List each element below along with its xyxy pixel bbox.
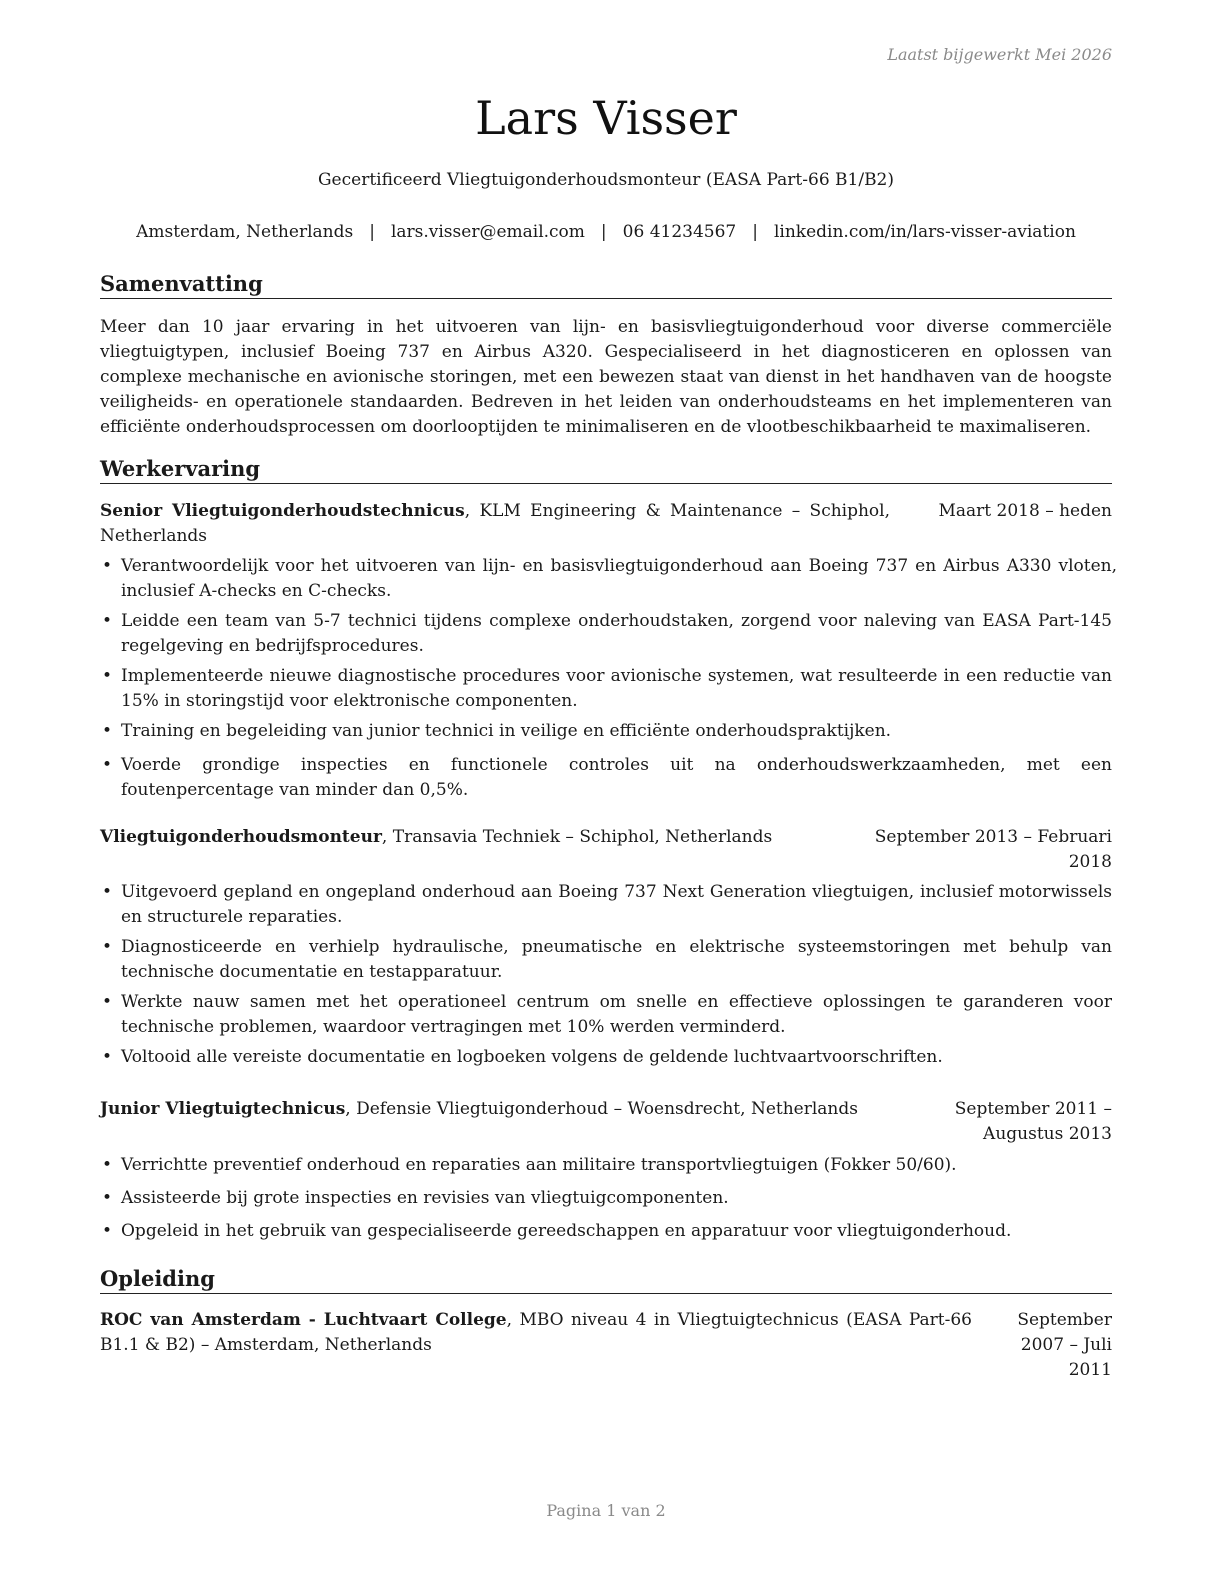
education-school: ROC van Amsterdam - Luchtvaart College: [100, 1310, 507, 1330]
contact-separator: |: [600, 222, 607, 242]
contact-email[interactable]: lars.visser@email.com: [390, 222, 585, 242]
contact-separator: |: [369, 222, 375, 242]
education-entry: [100, 1308, 1112, 1383]
education-dates: September 2007 – Juli 2011: [1017, 1310, 1112, 1380]
job-role: Junior Vliegtuigtechnicus: [100, 1099, 346, 1119]
list-item: • Training en begeleiding van junior technici in veilige en efficiënte onderhoudspraktijken.: [100, 719, 1117, 744]
education-title-line: [100, 1308, 972, 1358]
job-title-line: [100, 499, 890, 549]
job-header: [100, 1097, 1112, 1147]
job-bullet-list: [100, 554, 1117, 808]
list-item: • Leidde een team van 5-7 technici tijdens complexe onderhoudstaken, zorgend voor naleving van EASA Part-145 regelgeving en bedrijfsprocedures.: [100, 609, 1112, 659]
page-number: Pagina 1 van 2: [546, 1501, 666, 1520]
contact-separator: |: [752, 222, 758, 242]
list-item: • Werkte nauw samen met het operationeel centrum om snelle en effectieve oplossingen te garanderen voor technische problemen, waardoor vertragingen met 10% werden verminderd.: [100, 990, 1112, 1040]
list-item: • Implementeerde nieuwe diagnostische procedures voor avionische systemen, wat resulteerde in een reductie van 15% in storingstijd voor elektronische componenten.: [100, 664, 1112, 714]
job-dates: Maart 2018 – heden: [938, 501, 1112, 521]
list-item: • Voltooid alle vereiste documentatie en logboeken volgens de geldende luchtvaartvoorschriften.: [100, 1045, 1112, 1070]
summary-section-title: Samenvatting: [100, 271, 1112, 299]
list-item: • Uitgevoerd gepland en ongepland onderhoud aan Boeing 737 Next Generation vliegtuigen, inclusief motorwissels en structurele reparaties.: [100, 880, 1112, 930]
job-role: Vliegtuigonderhoudsmonteur: [100, 827, 382, 847]
job-role: Senior Vliegtuigonderhoudstechnicus: [100, 501, 465, 521]
list-item: • Diagnosticeerde en verhielp hydraulische, pneumatische en elektrische systeemstoringen met behulp van technische documentatie en testapparatuur.: [100, 935, 1112, 985]
job-employer: , KLM Engineering & Maintenance – Schiphol, Netherlands: [100, 501, 891, 546]
education-section-title: Opleiding: [100, 1266, 1112, 1294]
education-details: , MBO niveau 4 in Vliegtuigtechnicus (EASA Part-66 B1.1 & B2) – Amsterdam, Netherlands: [100, 1310, 972, 1355]
resume-page: [100, 0, 1117, 1584]
summary-text: Meer dan 10 jaar ervaring in het uitvoeren van lijn- en basisvliegtuigonderhoud voor diverse commerciële vliegtuigtypen, inclusief Boeing 737 en Airbus A320. Gespecialiseerd in het diagnosticeren en oplossen van complexe mechanische en avionische storingen, met een bewezen staat van dienst in het handhaven van de hoogste veiligheids- en operationele standaarden. Bedreven in het leiden van onderhoudsteams en het implementeren van efficiënte onderhoudsprocessen om doorlooptijden te minimaliseren en de vlootbeschikbaarheid te maximaliseren.: [100, 317, 1112, 437]
job-employer: , Defensie Vliegtuigonderhoud – Woensdrecht, Netherlands: [345, 1099, 858, 1119]
experience-section-title: Werkervaring: [100, 456, 1112, 484]
last-updated-note: Laatst bijgewerkt Mei 2026: [887, 45, 1112, 64]
candidate-headline: Gecertificeerd Vliegtuigonderhoudsmonteur (EASA Part-66 B1/B2): [317, 170, 895, 190]
list-item: • Assisteerde bij grote inspecties en revisies van vliegtuigcomponenten.: [100, 1186, 1112, 1211]
job-dates: September 2011 – Augustus 2013: [954, 1099, 1112, 1144]
candidate-name: Lars Visser: [475, 91, 737, 145]
list-item: • Verrichtte preventief onderhoud en reparaties aan militaire transportvliegtuigen (Fokker 50/60).: [100, 1153, 1112, 1178]
list-item: • Verantwoordelijk voor het uitvoeren van lijn- en basisvliegtuigonderhoud aan Boeing 737 en Airbus A330 vloten, inclusief A-checks en C-checks.: [100, 554, 1117, 604]
job-employer: , Transavia Techniek – Schiphol, Netherlands: [381, 827, 773, 847]
job-dates: September 2013 – Februari 2018: [874, 827, 1112, 872]
job-header: [100, 499, 1112, 549]
job-bullet-list: [100, 1153, 1112, 1249]
job-title-line: [100, 1097, 870, 1122]
contact-phone[interactable]: 06 41234567: [622, 222, 737, 242]
contact-location: Amsterdam, Netherlands: [136, 222, 354, 242]
contact-line: [100, 220, 1112, 244]
contact-linkedin[interactable]: linkedin.com/in/lars-visser-aviation: [773, 222, 1076, 242]
list-item: • Opgeleid in het gebruik van gespecialiseerde gereedschappen en apparatuur voor vliegtuigonderhoud.: [100, 1219, 1112, 1244]
list-item: • Voerde grondige inspecties en functionele controles uit na onderhoudswerkzaamheden, met een foutenpercentage van minder dan 0,5%.: [100, 753, 1112, 803]
job-header: [100, 825, 1112, 875]
job-title-line: [100, 825, 860, 850]
job-bullet-list: [100, 880, 1112, 1075]
